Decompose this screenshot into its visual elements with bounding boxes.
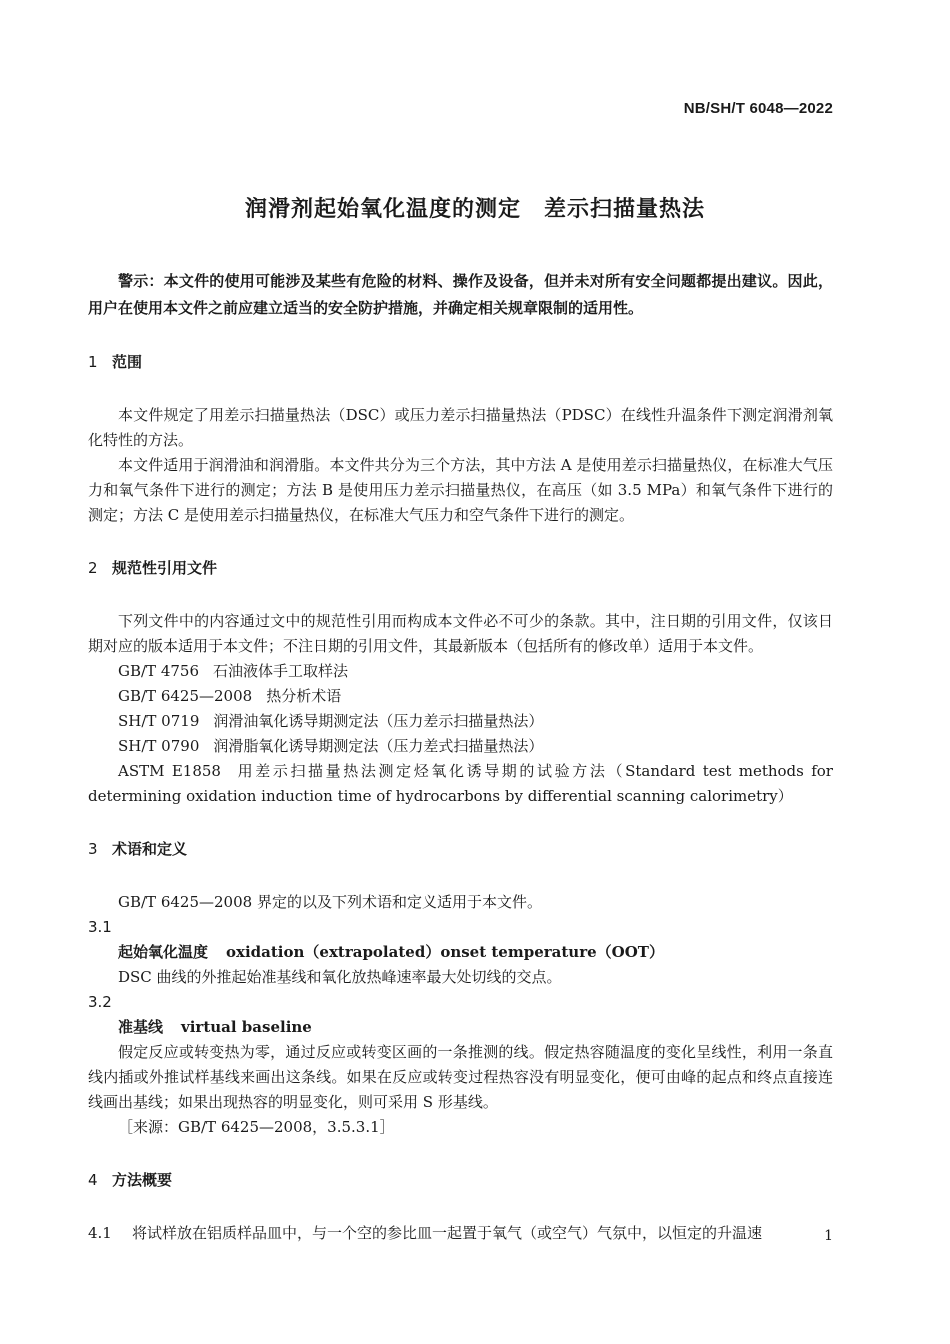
section-3-paragraph-1: GB/T 6425—2008 界定的以及下列术语和定义适用于本文件。 bbox=[118, 893, 542, 911]
document-title: 润滑剂起始氧化温度的测定 差示扫描量热法 bbox=[244, 197, 705, 222]
reference-code: SH/T 0719 bbox=[118, 712, 200, 730]
reference-code: ASTM E1858 bbox=[118, 762, 221, 780]
term-name-zh: 起始氧化温度 bbox=[118, 943, 209, 961]
section-1-paragraph-1: 本文件规定了用差示扫描量热法（DSC）或压力差示扫描量热法（PDSC）在线性升温条件下测定润滑剂氧化特性的方法。 bbox=[88, 406, 833, 449]
term-definition: DSC 曲线的外推起始准基线和氧化放热峰速率最大处切线的交点。 bbox=[118, 968, 562, 986]
section-title: 规范性引用文件 bbox=[112, 559, 218, 577]
section-2-paragraph-1: 下列文件中的内容通过文中的规范性引用而构成本文件必不可少的条款。其中，注日期的引用文件，仅该日期对应的版本适用于本文件；不注日期的引用文件，其最新版本（包括所有的修改单）适用于本文件。 bbox=[88, 612, 833, 655]
warning-paragraph: 警示：本文件的使用可能涉及某些有危险的材料、操作及设备，但并未对所有安全问题都提出建议。因此，用户在使用本文件之前应建立适当的安全防护措施，并确定相关规章限制的适用性。 bbox=[88, 272, 833, 317]
term-number: 3.1 bbox=[88, 918, 112, 936]
term-name bbox=[88, 1015, 833, 1040]
section-number: 2 bbox=[88, 559, 98, 577]
reference-title: 润滑脂氧化诱导期测定法（压力差式扫描量热法） bbox=[213, 737, 544, 755]
term-source: ［来源：GB/T 6425—2008，3.5.3.1］ bbox=[118, 1118, 395, 1136]
section-title: 范围 bbox=[112, 353, 143, 371]
standard-code: NB/SH/T 6048—2022 bbox=[683, 100, 833, 117]
reference-code: GB/T 4756 bbox=[118, 662, 200, 680]
reference-item bbox=[88, 684, 833, 709]
reference-item bbox=[88, 659, 833, 684]
clause-text: 将试样放在铝质样品皿中，与一个空的参比皿一起置于氧气（或空气）气氛中，以恒定的升温速 bbox=[132, 1224, 763, 1242]
section-1-heading bbox=[88, 350, 833, 375]
term-name-zh: 准基线 bbox=[118, 1018, 164, 1036]
reference-title: 石油液体手工取样法 bbox=[213, 662, 349, 680]
section-1-paragraph-2: 本文件适用于润滑油和润滑脂。本文件共分为三个方法，其中方法 A 是使用差示扫描量热仪，在标准大气压力和氧气条件下进行的测定；方法 B 是使用压力差示扫描量热仪，在高压（如 3.5 MPa）和氧气条件下进行的测定；方法 C 是使用差示扫描量热仪，在标准大气压力和空气条件下进行的测定。 bbox=[88, 456, 833, 524]
term-number: 3.2 bbox=[88, 993, 112, 1011]
reference-title: 热分析术语 bbox=[266, 687, 342, 705]
term-name-en: virtual baseline bbox=[181, 1018, 312, 1036]
term-definition: 假定反应或转变热为零，通过反应或转变区画的一条推测的线。假定热容随温度的变化呈线性，利用一条直线内插或外推试样基线来画出这条线。如果在反应或转变过程热容没有明显变化，便可由峰的起点和终点直接连线画出基线；如果出现热容的明显变化，则可采用 S 形基线。 bbox=[88, 1043, 833, 1111]
section-number: 1 bbox=[88, 353, 98, 371]
clause-number: 4.1 bbox=[88, 1224, 112, 1242]
document-body bbox=[88, 268, 833, 1246]
section-title: 方法概要 bbox=[112, 1171, 173, 1189]
reference-title: 润滑油氧化诱导期测定法（压力差示扫描量热法） bbox=[213, 712, 544, 730]
reference-code: GB/T 6425—2008 bbox=[118, 687, 253, 705]
reference-code: SH/T 0790 bbox=[118, 737, 200, 755]
section-title: 术语和定义 bbox=[112, 840, 188, 858]
section-2-heading bbox=[88, 556, 833, 581]
section-3-heading bbox=[88, 837, 833, 862]
section-number: 3 bbox=[88, 840, 98, 858]
reference-title: 用差示扫描量热法测定烃氧化诱导期的试验方法（Standard test methods for determining oxidation induction time of hydrocarbons by differential scanning calorimetry） bbox=[88, 762, 833, 805]
section-number: 4 bbox=[88, 1171, 98, 1189]
term-name-en: oxidation（extrapolated）onset temperature（OOT） bbox=[226, 943, 664, 961]
reference-item bbox=[88, 759, 833, 809]
term-name bbox=[88, 940, 833, 965]
reference-item bbox=[88, 709, 833, 734]
section-4-heading bbox=[88, 1168, 833, 1193]
reference-item bbox=[88, 734, 833, 759]
clause-4-1 bbox=[88, 1221, 833, 1246]
page-number: 1 bbox=[824, 1228, 833, 1244]
